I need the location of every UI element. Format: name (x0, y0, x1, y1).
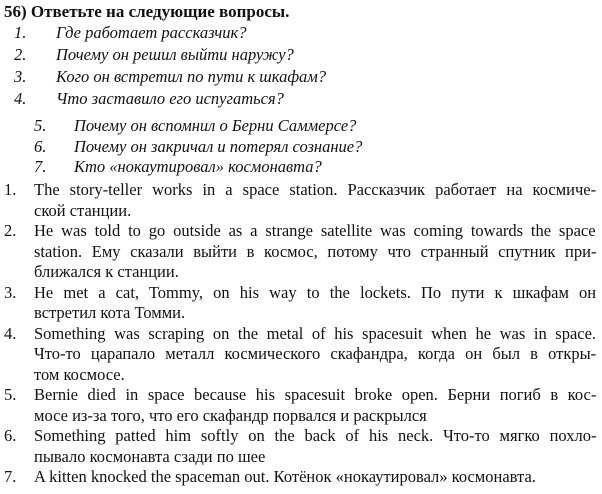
question-text: Почему он закричал и потерял сознание? (74, 137, 363, 156)
answer-line: The story-teller works in a space station. Рассказчик работает на космиче- (34, 180, 597, 199)
answer-number: 2. (4, 221, 17, 240)
question-number: 3. (14, 67, 27, 86)
answer-number: 6. (4, 426, 17, 445)
answer-number: 4. (4, 323, 17, 343)
answer-number: 1. (4, 180, 17, 199)
answer-number: 5. (4, 385, 17, 404)
question-text: Почему он решил выйти наружу? (56, 45, 294, 64)
answer-number: 3. (4, 282, 17, 302)
answer-number: 7. (4, 467, 17, 486)
exercise-heading: 56) Ответьте на следующие вопросы. (4, 2, 290, 21)
answer-line: мосе из-за того, что его скафандр порвался и раскрылся (34, 405, 427, 425)
answer-line: том космосе. (34, 364, 125, 384)
answer-line: A kitten knocked the spaceman out. Котёнок «нокаутировал» космонавта. (34, 467, 536, 486)
question-number: 6. (34, 137, 47, 156)
answer-line: He was told to go outside as a strange satellite was coming towards the space (34, 221, 596, 240)
answer-line: ближался к станции. (34, 262, 179, 281)
answer-line: Что-то царапало металл космического скафандра, когда он был в откры- (34, 344, 597, 363)
question-number: 2. (14, 45, 27, 64)
answer-line: He met a cat, Tommy, on his way to the lockets. По пути к шкафам он (34, 282, 597, 302)
answer-line: station. Ему сказали выйти в космос, потому что странный спутник при- (34, 241, 597, 261)
question-text: Кто «нокаутировал» космонавта? (74, 157, 322, 176)
answer-line: Something was scraping on the metal of his spacesuit when he was in space. (34, 323, 597, 343)
answer-line: встретил кота Томми. (34, 303, 186, 322)
question-number: 4. (14, 89, 27, 108)
answer-line: Something patted him softly on the back of his neck. Что-то мягко похло- (34, 426, 597, 445)
answer-line: пывало космонавта сзади по шее (34, 446, 266, 466)
question-text: Где работает рассказчик? (56, 23, 247, 42)
question-number: 7. (34, 157, 47, 176)
question-number: 1. (14, 23, 27, 42)
question-text: Что заставило его испугаться? (56, 89, 284, 108)
answer-line: ской станции. (34, 200, 132, 220)
question-text: Почему он вспомнил о Берни Саммерсе? (74, 116, 357, 135)
question-number: 5. (34, 116, 47, 135)
answer-line: Bernie died in space because his spacesuit broke open. Берни погиб в кос- (34, 385, 597, 404)
question-text: Кого он встретил по пути к шкафам? (56, 67, 327, 86)
